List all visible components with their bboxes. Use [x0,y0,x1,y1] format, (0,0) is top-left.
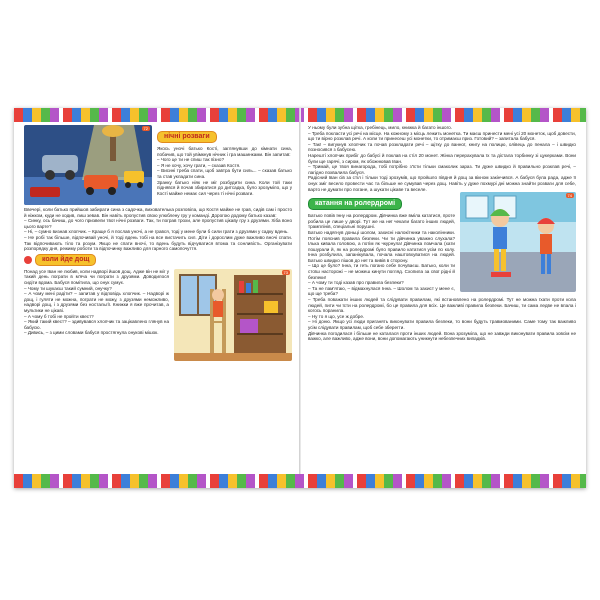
paragraph: – Не робі так більше, відпочивай уночі, й тоді вдень тобі на все вистачить сил. Діти і дорослим дуже важливо вночі спати. Так відпочивають тіло та розум. Якщо не спати вночі, то вдень будуть відчуватися втома та сонливість. Організувати розпорядку дня, режиму роботи та відпочинку важливо для гарного самопочуття. [24,234,292,252]
paragraph: – Висині треба спати, щоб завтра бути силь... – сказав батько та став укладати сина. [157,168,292,179]
paragraph: У ньому були зубна щітка, гребінець, мило, книжка й багато іншого. [308,125,453,130]
paragraph: – Що це було? Інна, ти геть погано себе почуваєш. Батько, коли ти стоїш насторожі – не можеш кинути погляд. Схопила за свої рідні й безпеки! [308,263,455,280]
rainy-day-illustration [174,269,292,361]
chapter-row [24,252,292,269]
roller-rink-image [460,192,576,292]
paragraph: – Треба покласти усі речі на місце. На кожному з місць лежить монетка. Ти маєш принести мені усі 20 монеток, щоб довести, що ти вірно розклав речі. А коли ти принесеш усі монетки, то отримаєш приз. Готовий? – запитала бабуся. [308,130,576,142]
paragraph: – Тримай, це твоя винагорода, тобі потрібно з'їсти тільки смаколик зараз. Ти дуже швидко й правильно розклав речі, – лагідно похвалила бабуся. [308,164,576,175]
picture-number: 72 [143,126,148,131]
paragraph: – Дивись, – з цими словами бабуся простягнула онукові мішок. [24,330,159,336]
chapter-title-rain: коли йде дощ [35,254,96,266]
paragraph: Ввечері, коли батько прийшов забирати сина з садочка, вихователька розповіла, що Костя майже не грав, сидів сам і просто й ніжком, куди не ходив, лиш зевав. Він навіть пропустив свою улюблену гру у команді. Дорогою додому батько казав: [24,207,292,218]
night-games-illustration [24,125,152,205]
paragraph: – А чому б тобі не пройти квест? [24,313,94,319]
roller-rink-illustration [460,192,576,292]
paragraph: Зранку батько ніяк не міг розбудити сина. Коли той таки піднявся й почав збиратися до дитсадка, було зрозуміло, що у Кості майже немає сил через ті нічні розваги. [157,179,292,196]
paragraph: – Та не пам'ятаю, – відмахнулася Інна. – Шолом та захист у мене є, що ще треба? [308,285,455,297]
umbrella-icon [24,256,32,264]
picture-number: 74 [567,193,572,199]
book-spine [299,108,301,488]
paragraph: – Треба поважати інших людей та слідувати правилам, які встановлено на ролердромі. Тут не можна їхати проти кола людей, пити чи їсти на ролердромі, бо це правила для всіх. Це важливі правила безпеки. Бачиш, ти сама ледве не впала і когось поранила. [308,297,576,314]
paragraph: – Ні, – сумно визнав хлопчик. – Краще б я послав уночі, а не грався, тоді у мене були б сили грати з друзями у садку вдень. [24,229,289,235]
paragraph: – Я не хочу, хочу грати, – сказав Костя. [157,162,241,168]
paragraph: – А чому мені радіти? – запитав у відповідь хлопчик. – Надворі ж дощ, і гуляти не можна, пограти не можу, з друзями неможливо, надворі дощ, і з друзями без ностальгії. Книжки я вже прочитав, а мультики не цікаві. [24,291,169,313]
paragraph: Нарешті хлопчик прибіг до бабусі й поклав на стіл 20 монет. Жінка перерахувала їх та дістала торбинку зі цукерками. Вони були ще гарячі, з сиром, як обожнював Іван. [308,152,576,164]
paragraph: Батько надягнув доньці шолом, захисні налокітники та наколінники. Потім пояснив правила безпеки. Чи ти дівчинка уважно слухала? Ілька кивала головою, а потім як чкурнула! Дівчинка помчала (хати пошурали й, як на ролердромі було правило кататися усім по колу. Інна розбулила, запанікувала, почала наштовхуватися на людей. Батько швидко пішов до неї та вивів в сторону. [308,229,455,263]
paragraph: – Ну то я що, усе ж добре. [308,313,365,319]
paragraph: Понад усе Іван не любив, коли надворі йшов дощ. Адже він не міг у такий день пограти в м'яча чи пограти з друзями. Доводилося сидіти вдома. Бабуся помітила, що онук сумує. [24,268,169,285]
right-page [308,125,576,471]
paragraph: – Чого це ти не спиш так пізно? [157,157,225,163]
bottom-border-strip [14,474,586,488]
paragraph: Батько повів Інну на ролердром. Дівчинка вже вміла кататися, проте робила це лише у дворі. Тут же на неї чекали багато інших людей, трамплінів, спеціальні порушні. [308,213,455,230]
paragraph: – Ні доню. Якщо усі люди приганять виконувати правила безпеки, то вони будуть травмованими. Саме тому так важливо усім слідувати правилам, щоб себе зберегти. [308,319,576,330]
paragraph: Радісний Іван сів за стіл і тільки тоді зрозумів, що пройшло півдня й дощ за вікном закінчився. А бабуся була рада, адже її онук зміг весело провести час та більше не сумував через дощ. Навіть у дуже похмурі дні можна знайти розваги для себе, варто не думати про погане, а шукати цікаве та веселе. [308,175,576,192]
left-page [24,125,292,471]
paragraph: – Синку, ось бачиш, до чого призвели твої нічні розваги. Так, ти пограв трохи, але пропустив цікаву гру з друзями. Хіба воно цього варте? [24,218,292,229]
paragraph: – Який такий квест? – здивувався хлопчик та зацікавлено глянув на бабусю. [24,319,169,330]
chapter-title-roller-rink: катання на ролердромі [308,198,402,210]
open-book-spread [14,108,586,488]
paragraph: – Чому ти шукаєш такий сумний, онучку? [24,285,112,291]
picture-number: 73 [283,269,288,275]
paragraph: Якось уночі батько Кості, заглянувши до кімнати сина, побачив, що той увімкнув нічник і гра машинками. Він запитав: [157,146,292,157]
chapter-title-night-games: нічні розваги [157,131,217,143]
paragraph: Дівчинка погодилася і більше не каталася проти інших людей. Вона зрозуміла, що не завжди виконувати правила зовсім не важко, але важливо, адже вони, вони допомагають уникнути небезпечних випадків. [308,330,576,342]
rainy-day-image [174,269,292,361]
night-games-image [24,125,152,205]
paragraph: – А чому ти тоді казав про правила безпеки? [308,280,404,286]
paragraph: – Так! – вигукнув хлопчик та почав розкладати речі – щітку до ванної, книгу на полицю, олівець до пенала – і швидко позносився з бабусею. [308,141,576,153]
